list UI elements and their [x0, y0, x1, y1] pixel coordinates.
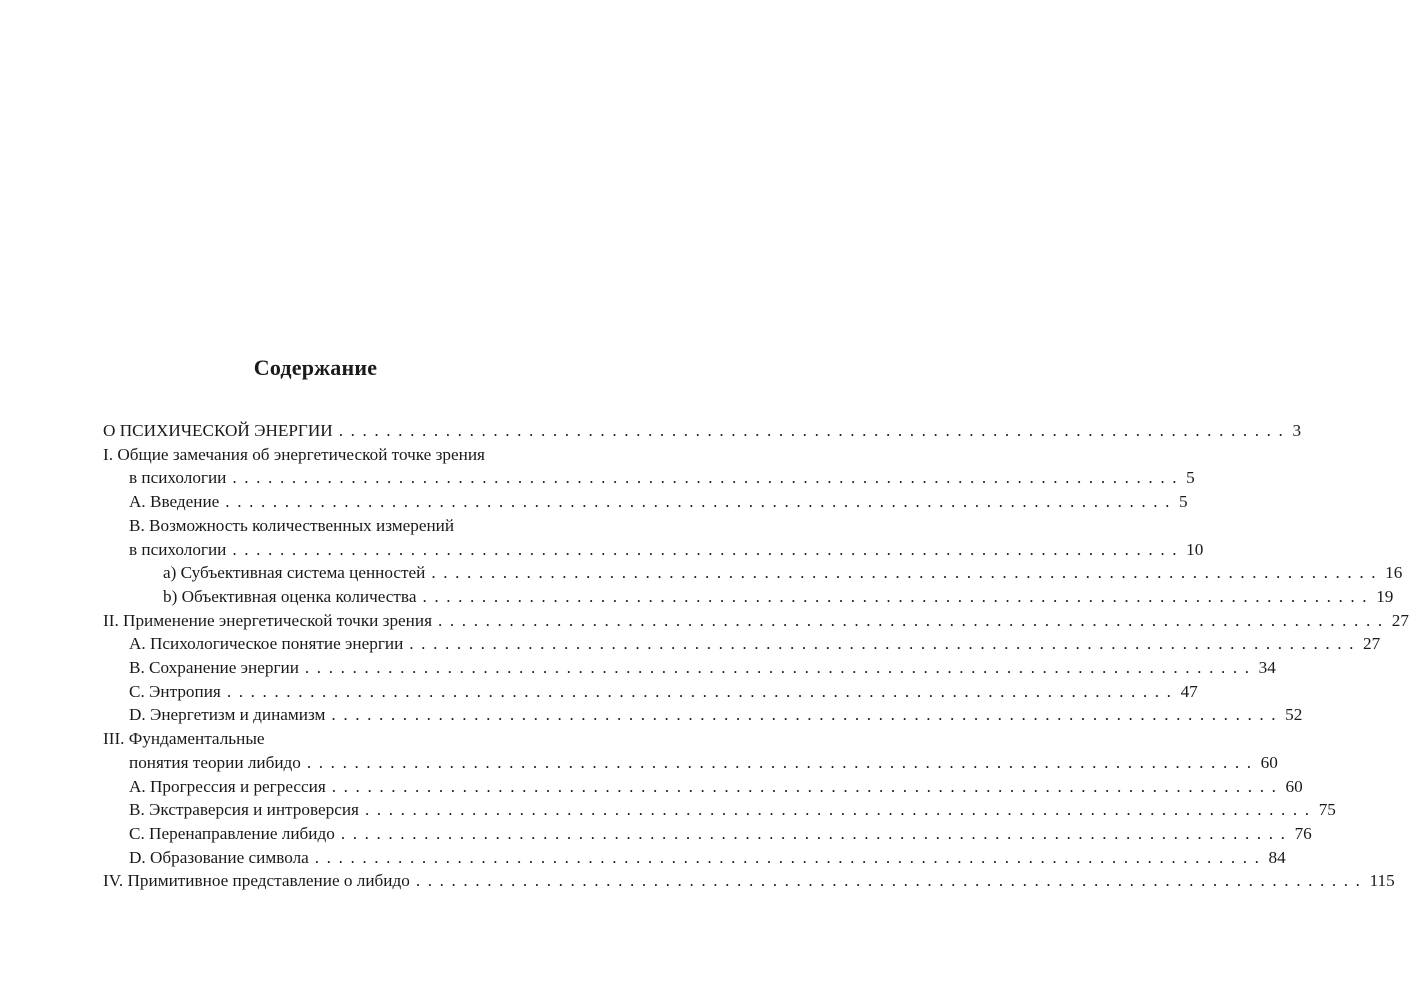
- toc-entry: [103, 561, 1403, 585]
- toc-entry-page: 16: [1385, 563, 1403, 583]
- toc-entry-page: 27: [1363, 634, 1381, 654]
- toc-entry: [103, 822, 1312, 846]
- table-of-contents: [103, 419, 1409, 893]
- toc-entry-page: 34: [1258, 658, 1276, 678]
- dot-leader: ................................................................................: [340, 823, 1293, 843]
- toc-entry-page: 5: [1186, 468, 1195, 488]
- toc-entry-text: понятия теории либидо: [129, 752, 301, 772]
- toc-entry-text: в психологии: [129, 468, 227, 488]
- toc-entry-text: I. Общие замечания об энергетической точке зрения: [103, 444, 485, 464]
- toc-entry-text: в психологии: [129, 539, 227, 559]
- toc-entry: [103, 514, 555, 538]
- dot-leader: ................................................................................: [225, 492, 1178, 512]
- dot-leader: ................................................................................: [232, 468, 1185, 488]
- toc-entry: [103, 609, 1409, 633]
- toc-entry-text: D. Энергетизм и динамизм: [129, 705, 326, 725]
- dot-leader: ................................................................................: [226, 681, 1179, 701]
- toc-entry: [103, 798, 1336, 822]
- dot-leader: ................................................................................: [422, 586, 1375, 606]
- toc-entry: [103, 680, 1198, 704]
- toc-entry-page: 76: [1294, 823, 1312, 843]
- dot-leader: ................................................................................: [409, 634, 1362, 654]
- toc-entry-text: C. Перенаправление либидо: [129, 823, 335, 843]
- toc-entry: [103, 751, 1278, 775]
- toc-entry: [103, 727, 555, 751]
- toc-entry: [103, 538, 1204, 562]
- toc-entry: [103, 466, 1195, 490]
- toc-entry-page: 75: [1318, 800, 1336, 820]
- toc-entry-page: 60: [1260, 752, 1278, 772]
- toc-entry: [103, 632, 1381, 656]
- toc-entry-page: 3: [1292, 421, 1302, 440]
- toc-entry-page: 115: [1369, 871, 1395, 891]
- dot-leader: ................................................................................: [438, 610, 1390, 630]
- page-title: Содержание: [253, 355, 378, 380]
- toc-entry-page: 19: [1376, 586, 1394, 606]
- toc-entry: [103, 419, 1302, 443]
- dot-leader: ................................................................................: [314, 847, 1267, 867]
- toc-entry-page: 10: [1186, 539, 1204, 559]
- toc-entry-page: 27: [1391, 610, 1409, 630]
- toc-entry: [103, 585, 1394, 609]
- dot-leader: ................................................................................: [306, 752, 1259, 772]
- toc-entry-text: A. Введение: [129, 492, 220, 512]
- toc-entry: [103, 869, 1395, 893]
- dot-leader: ................................................................................: [331, 776, 1284, 796]
- toc-entry-page: 60: [1285, 776, 1303, 796]
- toc-entry: [103, 846, 1286, 870]
- toc-entry: [103, 443, 555, 467]
- dot-leader: ................................................................................: [364, 800, 1317, 820]
- dot-leader: ................................................................................: [304, 658, 1257, 678]
- toc-entry-page: 84: [1268, 847, 1286, 867]
- toc-entry: [103, 490, 1188, 514]
- toc-entry-text: О ПСИХИЧЕСКОЙ ЭНЕРГИИ: [103, 421, 333, 440]
- toc-entry: [103, 703, 1303, 727]
- toc-entry-text: A. Прогрессия и регрессия: [129, 776, 326, 796]
- toc-entry-page: 52: [1285, 705, 1303, 725]
- toc-entry-page: 47: [1180, 681, 1198, 701]
- toc-entry-text: A. Психологическое понятие энергии: [129, 634, 404, 654]
- dot-leader: ................................................................................: [338, 421, 1291, 440]
- dot-leader: ................................................................................: [331, 705, 1284, 725]
- toc-entry-text: IV. Примитивное представление о либидо: [103, 871, 410, 891]
- toc-entry-text: b) Объективная оценка количества: [163, 586, 417, 606]
- dot-leader: ................................................................................: [431, 563, 1384, 583]
- toc-entry-text: C. Энтропия: [129, 681, 221, 701]
- toc-entry: [103, 775, 1303, 799]
- toc-entry-page: 5: [1179, 492, 1188, 512]
- toc-entry: [103, 656, 1276, 680]
- toc-entry-text: III. Фундаментальные: [103, 729, 265, 749]
- toc-entry-text: D. Образование символа: [129, 847, 309, 867]
- toc-entry-text: B. Сохранение энергии: [129, 658, 299, 678]
- toc-entry-text: a) Субъективная система ценностей: [163, 563, 426, 583]
- toc-entry-text: B. Возможность количественных измерений: [129, 515, 455, 535]
- toc-entry-text: II. Применение энергетической точки зрения: [103, 610, 432, 630]
- dot-leader: ................................................................................: [232, 539, 1185, 559]
- dot-leader: ................................................................................: [415, 871, 1368, 891]
- toc-entry-text: B. Экстраверсия и интроверсия: [129, 800, 359, 820]
